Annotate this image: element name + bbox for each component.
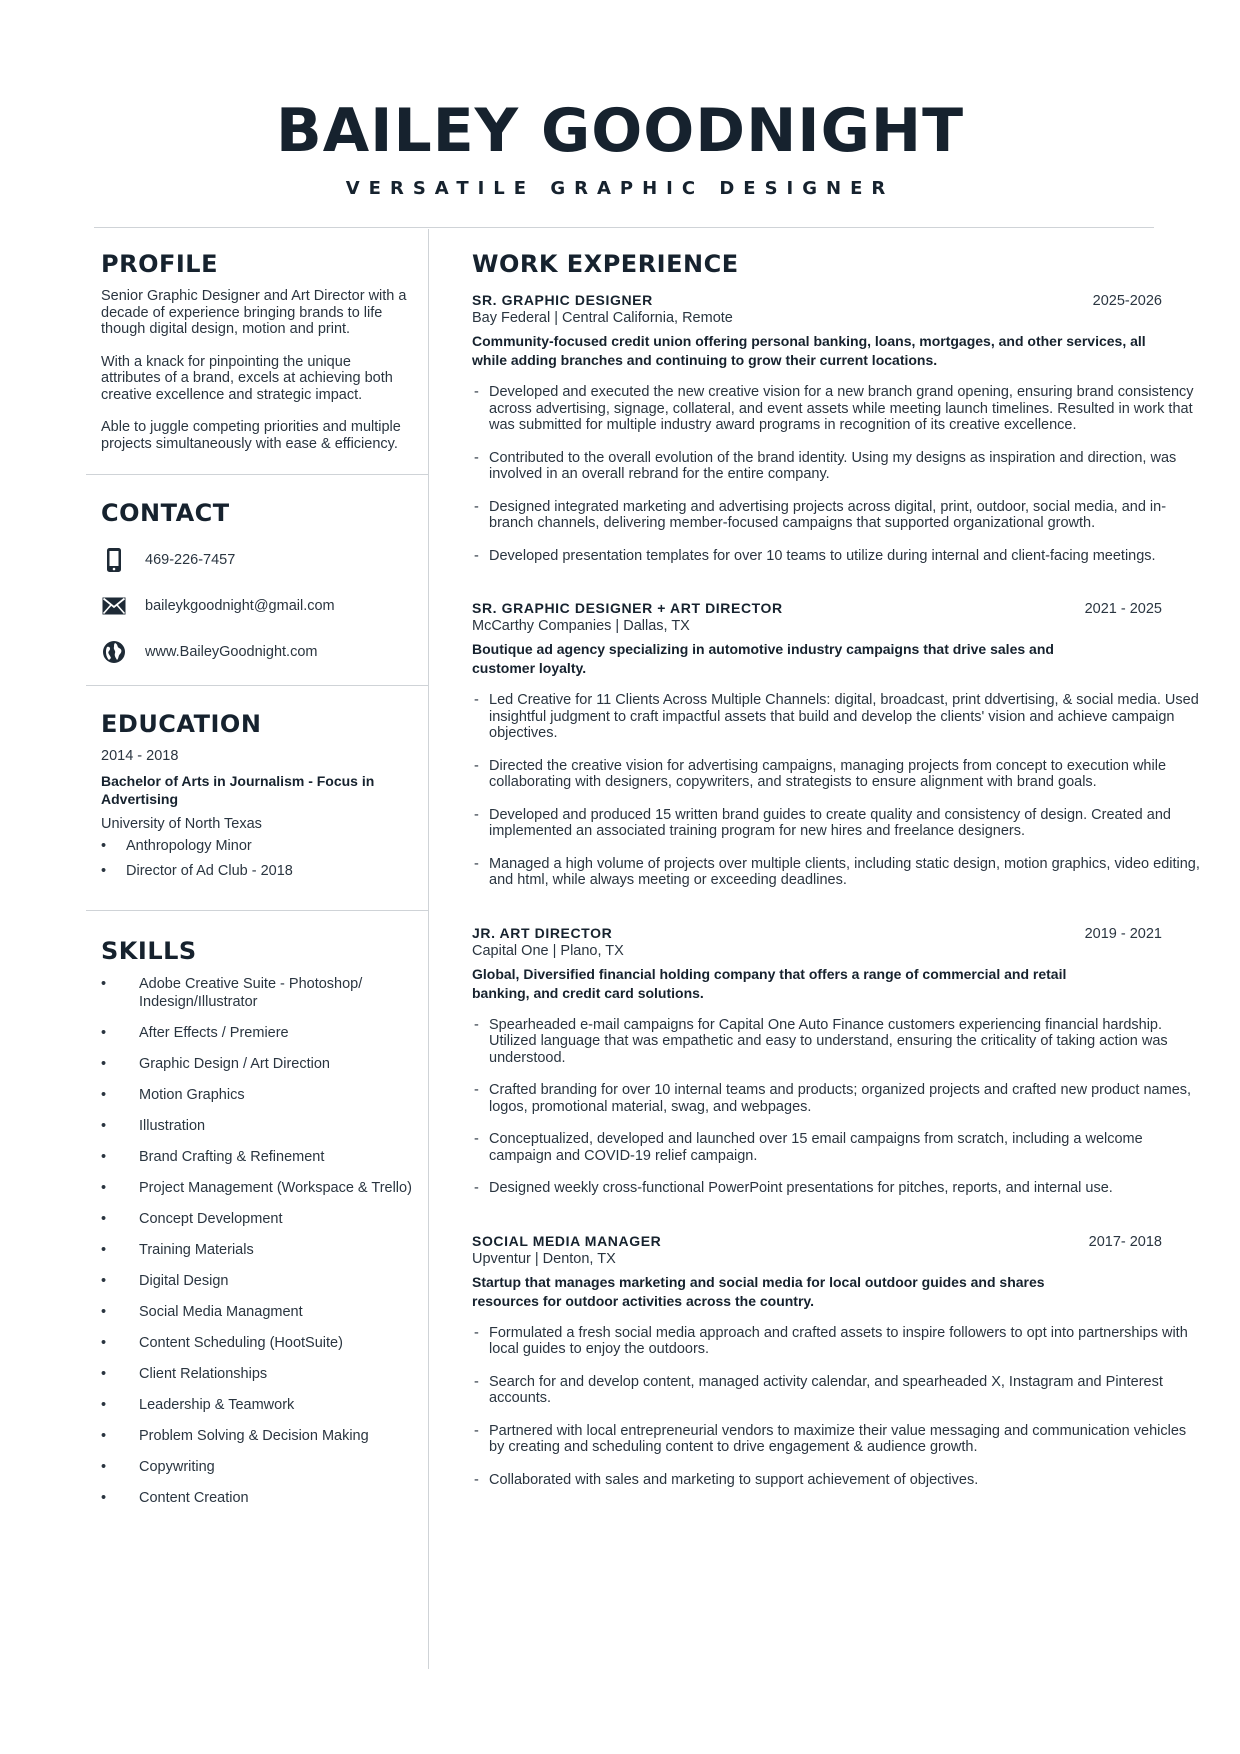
profile-title: PROFILE [101,250,218,278]
candidate-name: BAILEY GOODNIGHT [275,96,965,166]
job-duty: - Collaborated with sales and marketing to support achievement of objectives. [472,1472,1202,1489]
skill-item: • Project Management (Workspace & Trello) [101,1179,414,1197]
job-description: Startup that manages marketing and social media for local outdoor guides and shares resources for outdoor activities across the country. [472,1273,1045,1309]
contact-phone [101,537,414,583]
job-duties [472,1017,1202,1197]
job-company: Capital One | Plano, TX [472,942,624,959]
skill-item: • Digital Design [101,1272,414,1290]
skill-item: • Leadership & Teamwork [101,1396,414,1414]
skill-item: • Social Media Managment [101,1303,414,1321]
job-duty: - Spearheaded e-mail campaigns for Capital One Auto Finance customers experiencing financial hardship. Utilized language that was empathetic and easy to understand, ensuring the criticality of taking action was understood. [472,1017,1202,1067]
contact-email-text[interactable]: baileykgoodnight@gmail.com [145,598,335,614]
job-duty: - Search for and develop content, managed activity calendar, and spearheaded X, Instagram and Pinterest accounts. [472,1374,1202,1407]
skills-title: SKILLS [101,937,197,965]
column-divider [428,229,429,1669]
job-entry [472,925,1202,1197]
job-duty: - Crafted branding for over 10 internal teams and products; organized projects and crafted new product names, logos, promotional material, swag, and webpages. [472,1082,1202,1115]
skill-item: • Copywriting [101,1458,414,1476]
contact-phone-text[interactable]: 469-226-7457 [145,552,236,568]
job-dates: 2019 - 2021 [1084,925,1162,942]
job-dates: 2017- 2018 [1088,1233,1162,1250]
contact-section [86,475,428,686]
skill-item: • Brand Crafting & Refinement [101,1148,414,1166]
skill-item: • Graphic Design / Art Direction [101,1055,414,1073]
contact-title: CONTACT [101,499,230,527]
profile-paragraph: Able to juggle competing priorities and multiple projects simultaneously with ease & efficiency. [101,419,401,452]
job-duty: - Directed the creative vision for advertising campaigns, managing projects from concept to execution while collaborating with designers, copywriters, and strategists to ensure alignment with brand goals. [472,758,1202,791]
education-bullet: • Anthropology Minor [101,838,414,855]
mail-icon [101,593,127,619]
contact-website-text[interactable]: www.BaileyGoodnight.com [145,644,318,660]
job-duty: - Developed and produced 15 written brand guides to create quality and consistency of design. Created and implemented an associated training program for new hires and freelance designers. [472,807,1202,840]
job-title: SOCIAL MEDIA MANAGER [472,1232,662,1249]
skill-item: • Training Materials [101,1241,414,1259]
job-description: Community-focused credit union offering personal banking, loans, mortgages, and other services, all while adding branches and continuing to grow their current locations. [472,333,1146,368]
job-company: Bay Federal | Central California, Remote [472,310,733,326]
job-dates: 2021 - 2025 [1084,601,1162,617]
skill-item: • Motion Graphics [101,1086,414,1104]
education-school: University of North Texas [101,816,262,832]
profile-section [86,228,428,475]
profile-paragraph: Senior Graphic Designer and Art Director with a decade of experience bringing brands to life though digital design, motion and print. [101,288,407,337]
job-entry [472,292,1202,564]
job-duties [472,1325,1202,1489]
job-title: JR. ART DIRECTOR [472,924,613,941]
skill-item: • Adobe Creative Suite - Photoshop/ Indesign/Illustrator [101,975,414,1011]
job-duty: - Developed and executed the new creative vision for a new branch grand opening, ensuring brand consistency across advertising, signage, collateral, and event assets while meeting launch timelines. Resulted in work that was submitted for multiple industry award programs in recognition of its creative excellence. [472,384,1202,434]
education-years: 2014 - 2018 [101,748,179,764]
candidate-subtitle: VERSATILE GRAPHIC DESIGNER [345,178,895,199]
education-bullet: • Director of Ad Club - 2018 [101,863,414,880]
contact-email [101,583,414,629]
resume-header [0,96,1240,199]
work-experience-title: WORK EXPERIENCE [472,250,739,278]
job-duty: - Contributed to the overall evolution of the brand identity. Using my designs as inspiration and direction, was involved in an overall rebrand for the entire company. [472,450,1202,483]
job-duty: - Led Creative for 11 Clients Across Multiple Channels: digital, broadcast, print ddvertising, & social media. Used insightful judgment to craft impactful assets that build and develop the clients' vision and achieve campaign objectives. [472,692,1202,742]
job-duty: - Conceptualized, developed and launched over 15 email campaigns from scratch, including a welcome campaign and COVID-19 relief campaign. [472,1131,1202,1164]
left-column [86,228,428,1542]
job-duty: - Managed a high volume of projects over multiple clients, including static design, motion graphics, video editing, and html, while always meeting or exceeding deadlines. [472,856,1202,889]
job-duty: - Formulated a fresh social media approach and crafted assets to inspire followers to opt into partnerships with local guides to enjoy the outdoors. [472,1325,1202,1358]
contact-website [101,629,414,675]
phone-icon [101,547,127,573]
skill-item: • Concept Development [101,1210,414,1228]
job-duties [472,384,1202,564]
skill-item: • Illustration [101,1117,414,1135]
job-duties [472,692,1202,889]
job-dates: 2025-2026 [1092,293,1162,309]
job-company: McCarthy Companies | Dallas, TX [472,618,690,634]
skill-item: • Problem Solving & Decision Making [101,1427,414,1445]
job-title: SR. GRAPHIC DESIGNER + ART DIRECTOR [472,600,783,616]
job-duty: - Designed integrated marketing and advertising projects across digital, print, outdoor, social media, and in-branch channels, delivering member-focused campaigns that supported organizational growth. [472,499,1202,532]
skill-item: • After Effects / Premiere [101,1024,414,1042]
job-entry [472,1233,1202,1489]
education-section [86,686,428,911]
education-degree: Bachelor of Arts in Journalism - Focus in Advertising [101,773,375,807]
education-bullets [101,838,414,880]
skill-item: • Content Scheduling (HootSuite) [101,1334,414,1352]
right-column [472,228,1202,1488]
skill-item: • Content Creation [101,1489,414,1507]
education-title: EDUCATION [101,710,262,738]
job-duty: - Developed presentation templates for over 10 teams to utilize during internal and client-facing meetings. [472,548,1202,565]
job-description: Global, Diversified financial holding company that offers a range of commercial and retail banking, and credit card solutions. [472,965,1067,1001]
skills-section [86,911,428,1542]
job-company: Upventur | Denton, TX [472,1250,616,1267]
job-description: Boutique ad agency specializing in automotive industry campaigns that drive sales and customer loyalty. [472,641,1054,676]
profile-paragraph: With a knack for pinpointing the unique attributes of a brand, excels at achieving both creative excellence and strategic impact. [101,353,393,403]
job-duty: - Partnered with local entrepreneurial vendors to maximize their value messaging and communication vehicles by creating and scheduling content to drive engagement & audience growth. [472,1423,1202,1456]
skill-item: • Client Relationships [101,1365,414,1383]
job-duty: - Designed weekly cross-functional PowerPoint presentations for pitches, reports, and internal use. [472,1180,1202,1197]
job-entry [472,600,1202,889]
job-title: SR. GRAPHIC DESIGNER [472,292,653,308]
globe-icon [101,639,127,665]
skills-list [101,975,414,1507]
